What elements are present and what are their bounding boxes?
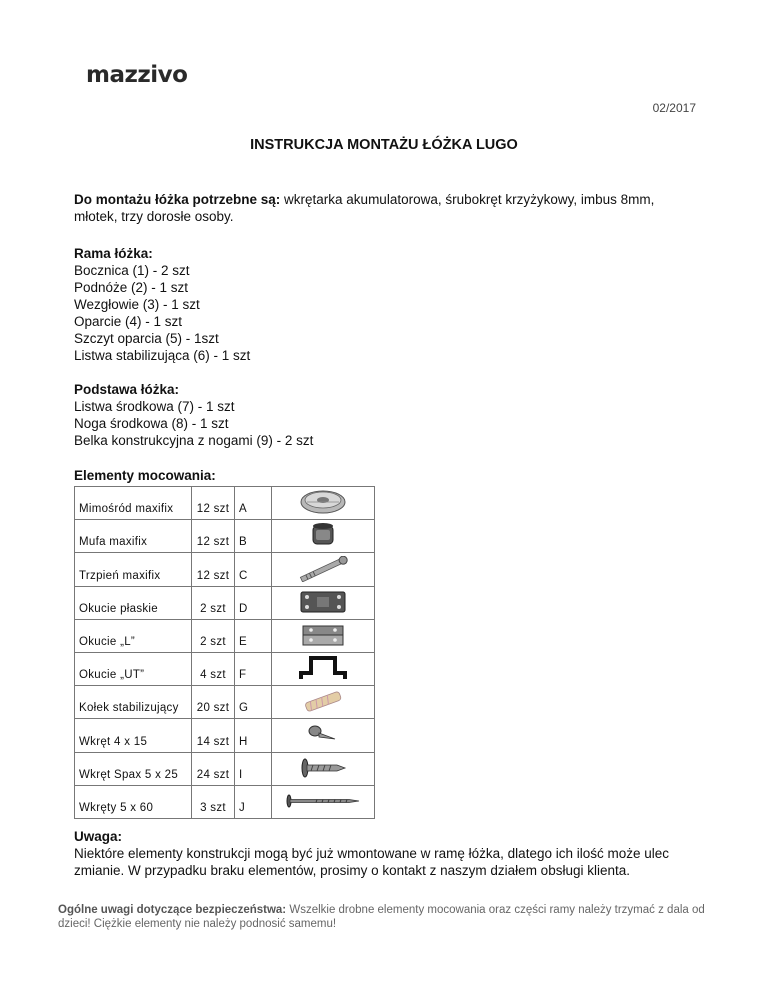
flat-bracket-icon (272, 586, 375, 619)
document-date: 02/2017 (652, 101, 696, 115)
brand-logo: mazzivo (86, 62, 188, 88)
part-code: A (235, 487, 272, 520)
table-row (75, 652, 375, 685)
part-code: G (235, 686, 272, 719)
l-bracket-icon (272, 619, 375, 652)
tools-label: Do montażu łóżka potrzebne są: (74, 192, 281, 207)
spax-screw-icon (272, 752, 375, 785)
part-code: F (235, 652, 272, 685)
part-qty: 4 szt (192, 652, 235, 685)
part-name: Okucie płaskie (75, 586, 192, 619)
page-title: INSTRUKCJA MONTAŻU ŁÓŻKA LUGO (250, 137, 518, 153)
table-row (75, 520, 375, 553)
table-row (75, 686, 375, 719)
part-qty: 24 szt (192, 752, 235, 785)
part-name: Okucie „UT” (75, 652, 192, 685)
tools-paragraph (74, 191, 704, 225)
note-heading: Uwaga: (74, 829, 123, 844)
dowel-icon (272, 686, 375, 719)
frame-section (74, 245, 704, 364)
part-code: B (235, 520, 272, 553)
ut-bracket-icon (272, 652, 375, 685)
part-code: D (235, 586, 272, 619)
base-item: Noga środkowa (8) - 1 szt (74, 416, 229, 431)
bolt-pin-icon (272, 553, 375, 586)
part-qty: 20 szt (192, 686, 235, 719)
part-name: Wkręt Spax 5 x 25 (75, 752, 192, 785)
fasteners-heading: Elementy mocowania: (74, 468, 216, 483)
safety-text: Wszelkie drobne elementy mocowania oraz części ramy należy trzymać z dala od dzieci! Ciężkie elementy nie należy podnosić samemu! (58, 904, 705, 930)
tools-text-2: młotek, trzy dorosłe osoby. (74, 209, 234, 224)
part-qty: 12 szt (192, 487, 235, 520)
frame-item: Podnóże (2) - 1 szt (74, 280, 189, 295)
safety-label: Ogólne uwagi dotyczące bezpieczeństwa: (58, 904, 287, 916)
frame-item: Listwa stabilizująca (6) - 1 szt (74, 348, 251, 363)
part-name: Mimośród maxifix (75, 487, 192, 520)
part-code: J (235, 785, 272, 818)
frame-item: Wezgłowie (3) - 1 szt (74, 297, 200, 312)
table-row (75, 553, 375, 586)
safety-notice (58, 903, 708, 931)
part-qty: 2 szt (192, 586, 235, 619)
long-screw-icon (272, 785, 375, 818)
table-row (75, 752, 375, 785)
part-code: I (235, 752, 272, 785)
part-code: H (235, 719, 272, 752)
part-name: Okucie „L” (75, 619, 192, 652)
frame-item: Bocznica (1) - 2 szt (74, 263, 190, 278)
fasteners-section (74, 467, 704, 484)
part-name: Wkręt 4 x 15 (75, 719, 192, 752)
note-text: zmianie. W przypadku braku elementów, prosimy o kontakt z naszym działem obsługi klienta. (74, 863, 630, 878)
frame-item: Szczyt oparcia (5) - 1szt (74, 331, 219, 346)
short-screw-icon (272, 719, 375, 752)
part-name: Trzpień maxifix (75, 553, 192, 586)
tools-text: wkrętarka akumulatorowa, śrubokręt krzyżykowy, imbus 8mm, (280, 192, 655, 207)
table-row (75, 785, 375, 818)
fasteners-table (74, 486, 375, 819)
part-name: Mufa maxifix (75, 520, 192, 553)
table-row (75, 719, 375, 752)
part-qty: 3 szt (192, 785, 235, 818)
note-text: Niektóre elementy konstrukcji mogą być już wmontowane w ramę łóżka, dlatego ich ilość może ulec (74, 846, 670, 861)
part-qty: 2 szt (192, 619, 235, 652)
base-section (74, 381, 704, 449)
part-name: Kołek stabilizujący (75, 686, 192, 719)
table-row (75, 487, 375, 520)
part-name: Wkręty 5 x 60 (75, 785, 192, 818)
part-qty: 14 szt (192, 719, 235, 752)
base-item: Belka konstrukcyjna z nogami (9) - 2 szt (74, 433, 314, 448)
sleeve-icon (272, 520, 375, 553)
part-code: C (235, 553, 272, 586)
table-row (75, 586, 375, 619)
part-code: E (235, 619, 272, 652)
cam-lock-icon (272, 487, 375, 520)
base-heading: Podstawa łóżka: (74, 382, 180, 397)
base-item: Listwa środkowa (7) - 1 szt (74, 399, 235, 414)
table-row (75, 619, 375, 652)
part-qty: 12 szt (192, 553, 235, 586)
note-section (74, 828, 704, 879)
frame-heading: Rama łóżka: (74, 246, 153, 261)
frame-item: Oparcie (4) - 1 szt (74, 314, 183, 329)
part-qty: 12 szt (192, 520, 235, 553)
